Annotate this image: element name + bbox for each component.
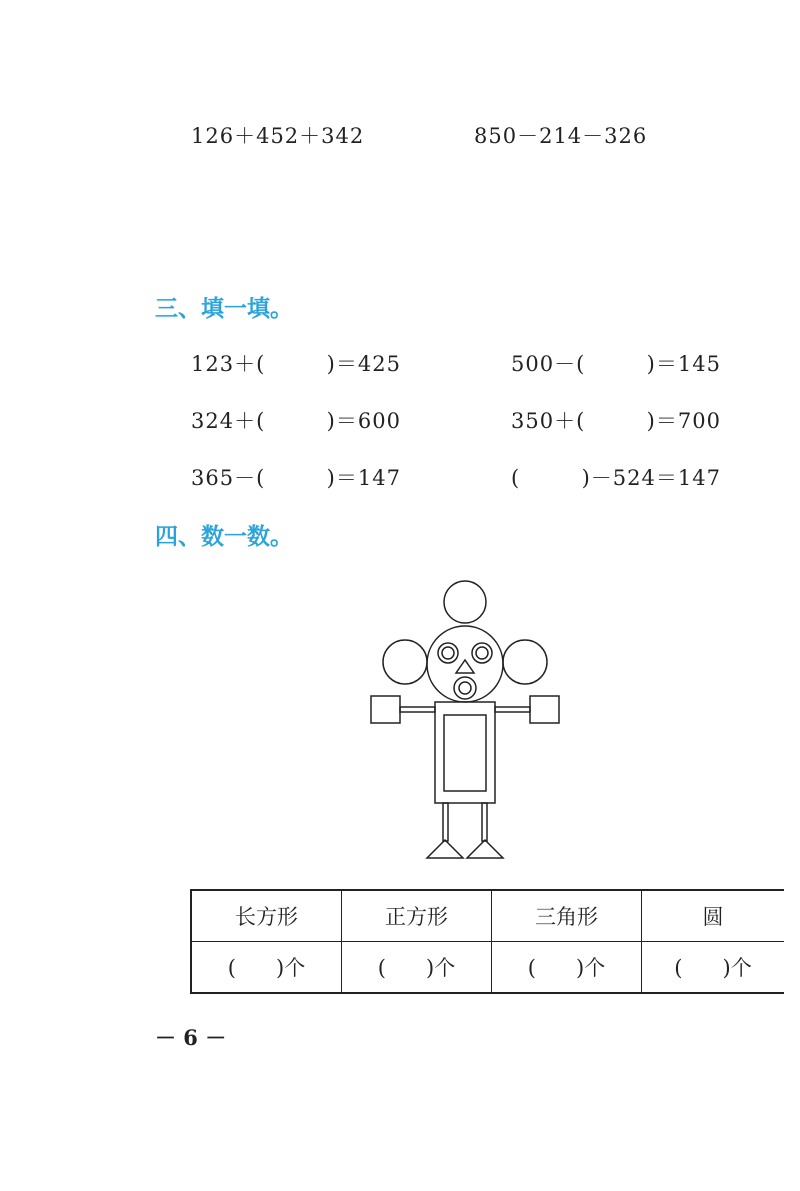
robot-left-leg xyxy=(443,803,448,841)
robot-left-foot-triangle xyxy=(427,840,463,858)
robot-right-foot-triangle xyxy=(467,840,503,858)
robot-right-hand-square xyxy=(530,696,559,723)
answer-cell[interactable]: ( )个 xyxy=(191,942,342,994)
robot-right-eye-outer xyxy=(472,643,492,663)
calc-expression-2: 850－214－326 xyxy=(474,124,648,148)
robot-right-eye-inner xyxy=(476,647,488,659)
robot-top-circle xyxy=(444,581,486,623)
fill-equation: ( )－524＝147 xyxy=(511,466,721,490)
table-answer-row xyxy=(191,942,784,994)
robot-left-hand-square xyxy=(371,696,400,723)
table-header-cell: 三角形 xyxy=(492,890,642,942)
section-title-count: 四、数一数。 xyxy=(155,524,293,550)
robot-left-eye-inner xyxy=(442,647,454,659)
robot-nose-triangle xyxy=(456,660,474,673)
table-header-row xyxy=(191,890,784,942)
fill-equation: 324＋( )＝600 xyxy=(191,409,401,433)
table-header-cell: 长方形 xyxy=(191,890,342,942)
fill-equation: 365－( )＝147 xyxy=(191,466,401,490)
robot-mouth-inner xyxy=(459,682,471,694)
robot-head-circle xyxy=(427,626,503,702)
robot-left-eye-outer xyxy=(438,643,458,663)
answer-cell[interactable]: ( )个 xyxy=(642,942,785,994)
fill-equation: 123＋( )＝425 xyxy=(191,352,401,376)
fill-equation: 350＋( )＝700 xyxy=(511,409,721,433)
robot-mouth-outer xyxy=(454,677,476,699)
calc-expression-1: 126＋452＋342 xyxy=(191,124,365,148)
answer-cell[interactable]: ( )个 xyxy=(492,942,642,994)
fill-equation: 500－( )＝145 xyxy=(511,352,721,376)
shape-count-table xyxy=(190,889,784,994)
robot-right-ear-circle xyxy=(503,640,547,684)
robot-body-inner-rect xyxy=(444,715,486,791)
section-title-fill: 三、填一填。 xyxy=(155,296,293,322)
robot-left-arm xyxy=(400,707,435,712)
page-number: － 6 － xyxy=(155,1025,227,1050)
robot-right-leg xyxy=(482,803,487,841)
robot-left-ear-circle xyxy=(383,640,427,684)
table-header-cell: 圆 xyxy=(642,890,785,942)
robot-right-arm xyxy=(495,707,530,712)
answer-cell[interactable]: ( )个 xyxy=(342,942,492,994)
shape-robot-figure xyxy=(365,578,565,863)
table-header-cell: 正方形 xyxy=(342,890,492,942)
